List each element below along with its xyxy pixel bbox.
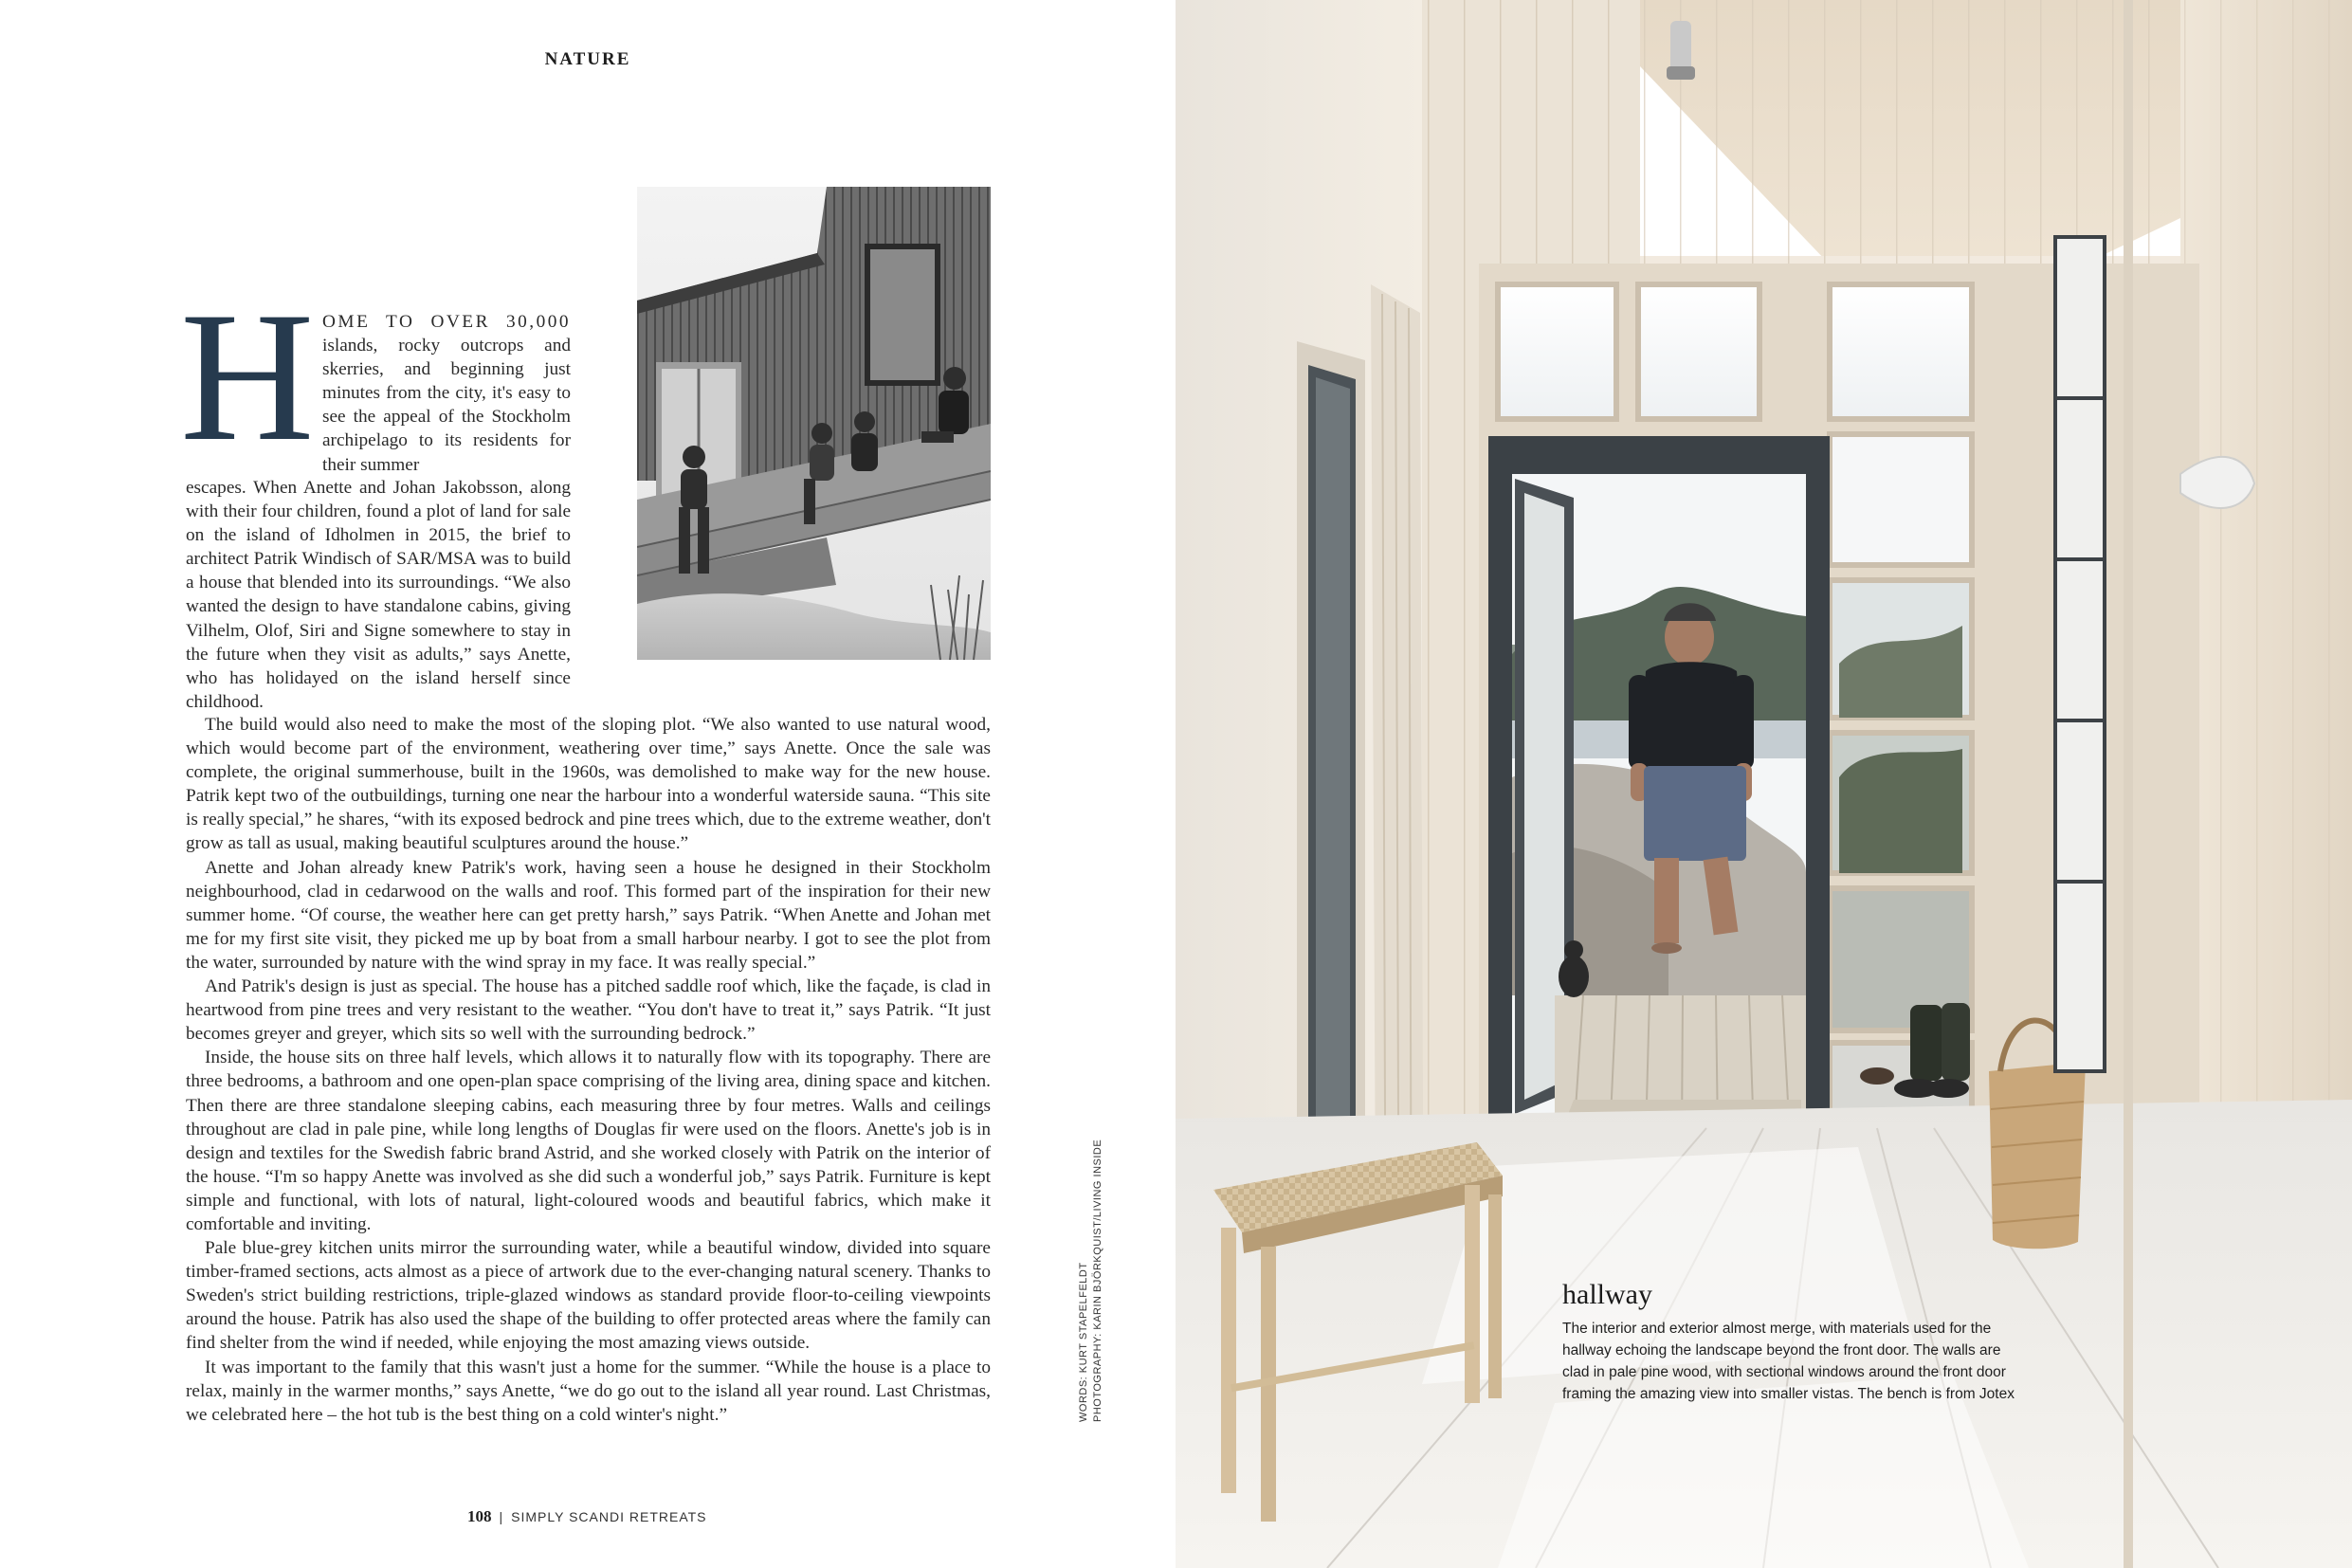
- page-number: 108: [467, 1507, 492, 1525]
- body-paragraph: Anette and Johan already knew Patrik's work, having seen a house he designed in their Stockholm neighbourhood, clad in cedarwood on the walls and roof. This formed part of the inspiration for their new summer home. “Of course, the weather here can get pretty harsh,” says Patrik. “When Anette and Johan met me for my first site visit, they picked me up by boat from a small harbour nearby. I got to see the plot from the water, surrounded by nature with the wind spray in my face. It was really special.”: [186, 857, 991, 973]
- words-credit: WORDS: KURT STAPELFELDT: [1078, 1262, 1089, 1422]
- section-heading: NATURE: [544, 49, 631, 69]
- photography-credit: PHOTOGRAPHY: KARIN BJÖRKQUIST/LIVING INSIDE: [1092, 1139, 1103, 1422]
- body-paragraph: Inside, the house sits on three half levels, which allows it to naturally flow with its topography. There are three bedrooms, a bathroom and one open-plan space comprising of the living area, dining space and kitchen. Then there are three standalone sleeping cabins, each measuring three by four metres. Walls and ceilings throughout are clad in pale pine, while long lengths of Douglas fir were used on the floors. Anette's job is in design and textiles for the Swedish fabric brand Astrid, and she worked closely with Patrik on the interior of the house. “I'm so happy Anette was involved as she did such a wonderful job,” says Patrik. Furniture is kept simple and functional, with lots of natural, light-coloured woods and beautiful fabrics, which make it comfortable and inviting.: [186, 1048, 991, 1234]
- lead-in-caps: OME TO OVER 30,000: [322, 312, 571, 332]
- photo-credits: [1077, 1119, 1111, 1422]
- body-paragraph: It was important to the family that this wasn't just a home for the summer. “While the house is a place to relax, mainly in the warmer months,” says Anette, “we do go out to the island all year round. Last Christmas, we celebrated here – the hot tub is the best thing on a cold winter's night.”: [186, 1357, 991, 1425]
- family-on-steps-photo: [637, 187, 991, 660]
- lead-paragraph-continued: escapes. When Anette and Johan Jakobsson, along with their four children, found a plot of land for sale on the island of Idholmen in 2015, the brief to architect Patrik Windisch of SAR/MSA was to build a house that blended into its surroundings. “We also wanted the design to have standalone cabins, giving Vilhelm, Olof, Siri and Signe somewhere to stay in the future when they visit as adults,” says Anette, who has holidayed on the island herself since childhood.: [186, 478, 571, 712]
- body-paragraph: Pale blue-grey kitchen units mirror the surrounding water, while a beautiful window, divided into square timber-framed sections, acts almost as a piece of artwork due to the ever-changing natural scenery. Thanks to Sweden's strict building restrictions, triple-glazed windows as standard provide floor-to-ceiling viewpoints around the house. Patrik has also used the shape of the building to offer protected areas where the family can find shelter from the wind if needed, while enjoying the most amazing views outside.: [186, 1238, 991, 1354]
- lead-paragraph-narrow: [322, 310, 571, 477]
- caption-title: hallway: [1562, 1279, 1652, 1310]
- photo-caption: [1562, 1278, 2027, 1405]
- body-text: [186, 713, 991, 1427]
- drop-cap: H: [180, 274, 315, 480]
- body-paragraph: And Patrik's design is just as special. The house has a pitched saddle roof which, like the façade, is clad in heartwood from pine trees and very resistant to the weather. “You don't have to treat it,” says Patrik. “It just becomes greyer and greyer, which sits so well with the surrounding bedrock.”: [186, 976, 991, 1045]
- page-footer: [467, 1507, 707, 1526]
- caption-text: The interior and exterior almost merge, with materials used for the hallway echoing the landscape beyond the front door. The walls are clad in pale pine wood, with sectional windows around the front door framing the amazing view into smaller vistas. The bench is from Jotex: [1562, 1321, 2015, 1402]
- publication-name: SIMPLY SCANDI RETREATS: [511, 1509, 707, 1524]
- lead-text: islands, rocky outcrops and skerries, and beginning just minutes from the city, it's easy to see the appeal of the Stockholm archipelago to its residents for their summer: [322, 336, 571, 475]
- body-paragraph: The build would also need to make the most of the sloping plot. “We also wanted to use natural wood, which would become part of the environment, weathering over time,” says Anette. Once the sale was complete, the original summerhouse, built in the 1960s, was demolished to make way for the new house. Patrik kept two of the outbuildings, turning one near the harbour into a wonderful waterside sauna. “This site is really special,” he shares, “with its exposed bedrock and pine trees which, due to the extreme weather, don't grow as tall as usual, making beautiful sculptures around the house.”: [186, 715, 991, 854]
- folio-separator: |: [499, 1509, 504, 1524]
